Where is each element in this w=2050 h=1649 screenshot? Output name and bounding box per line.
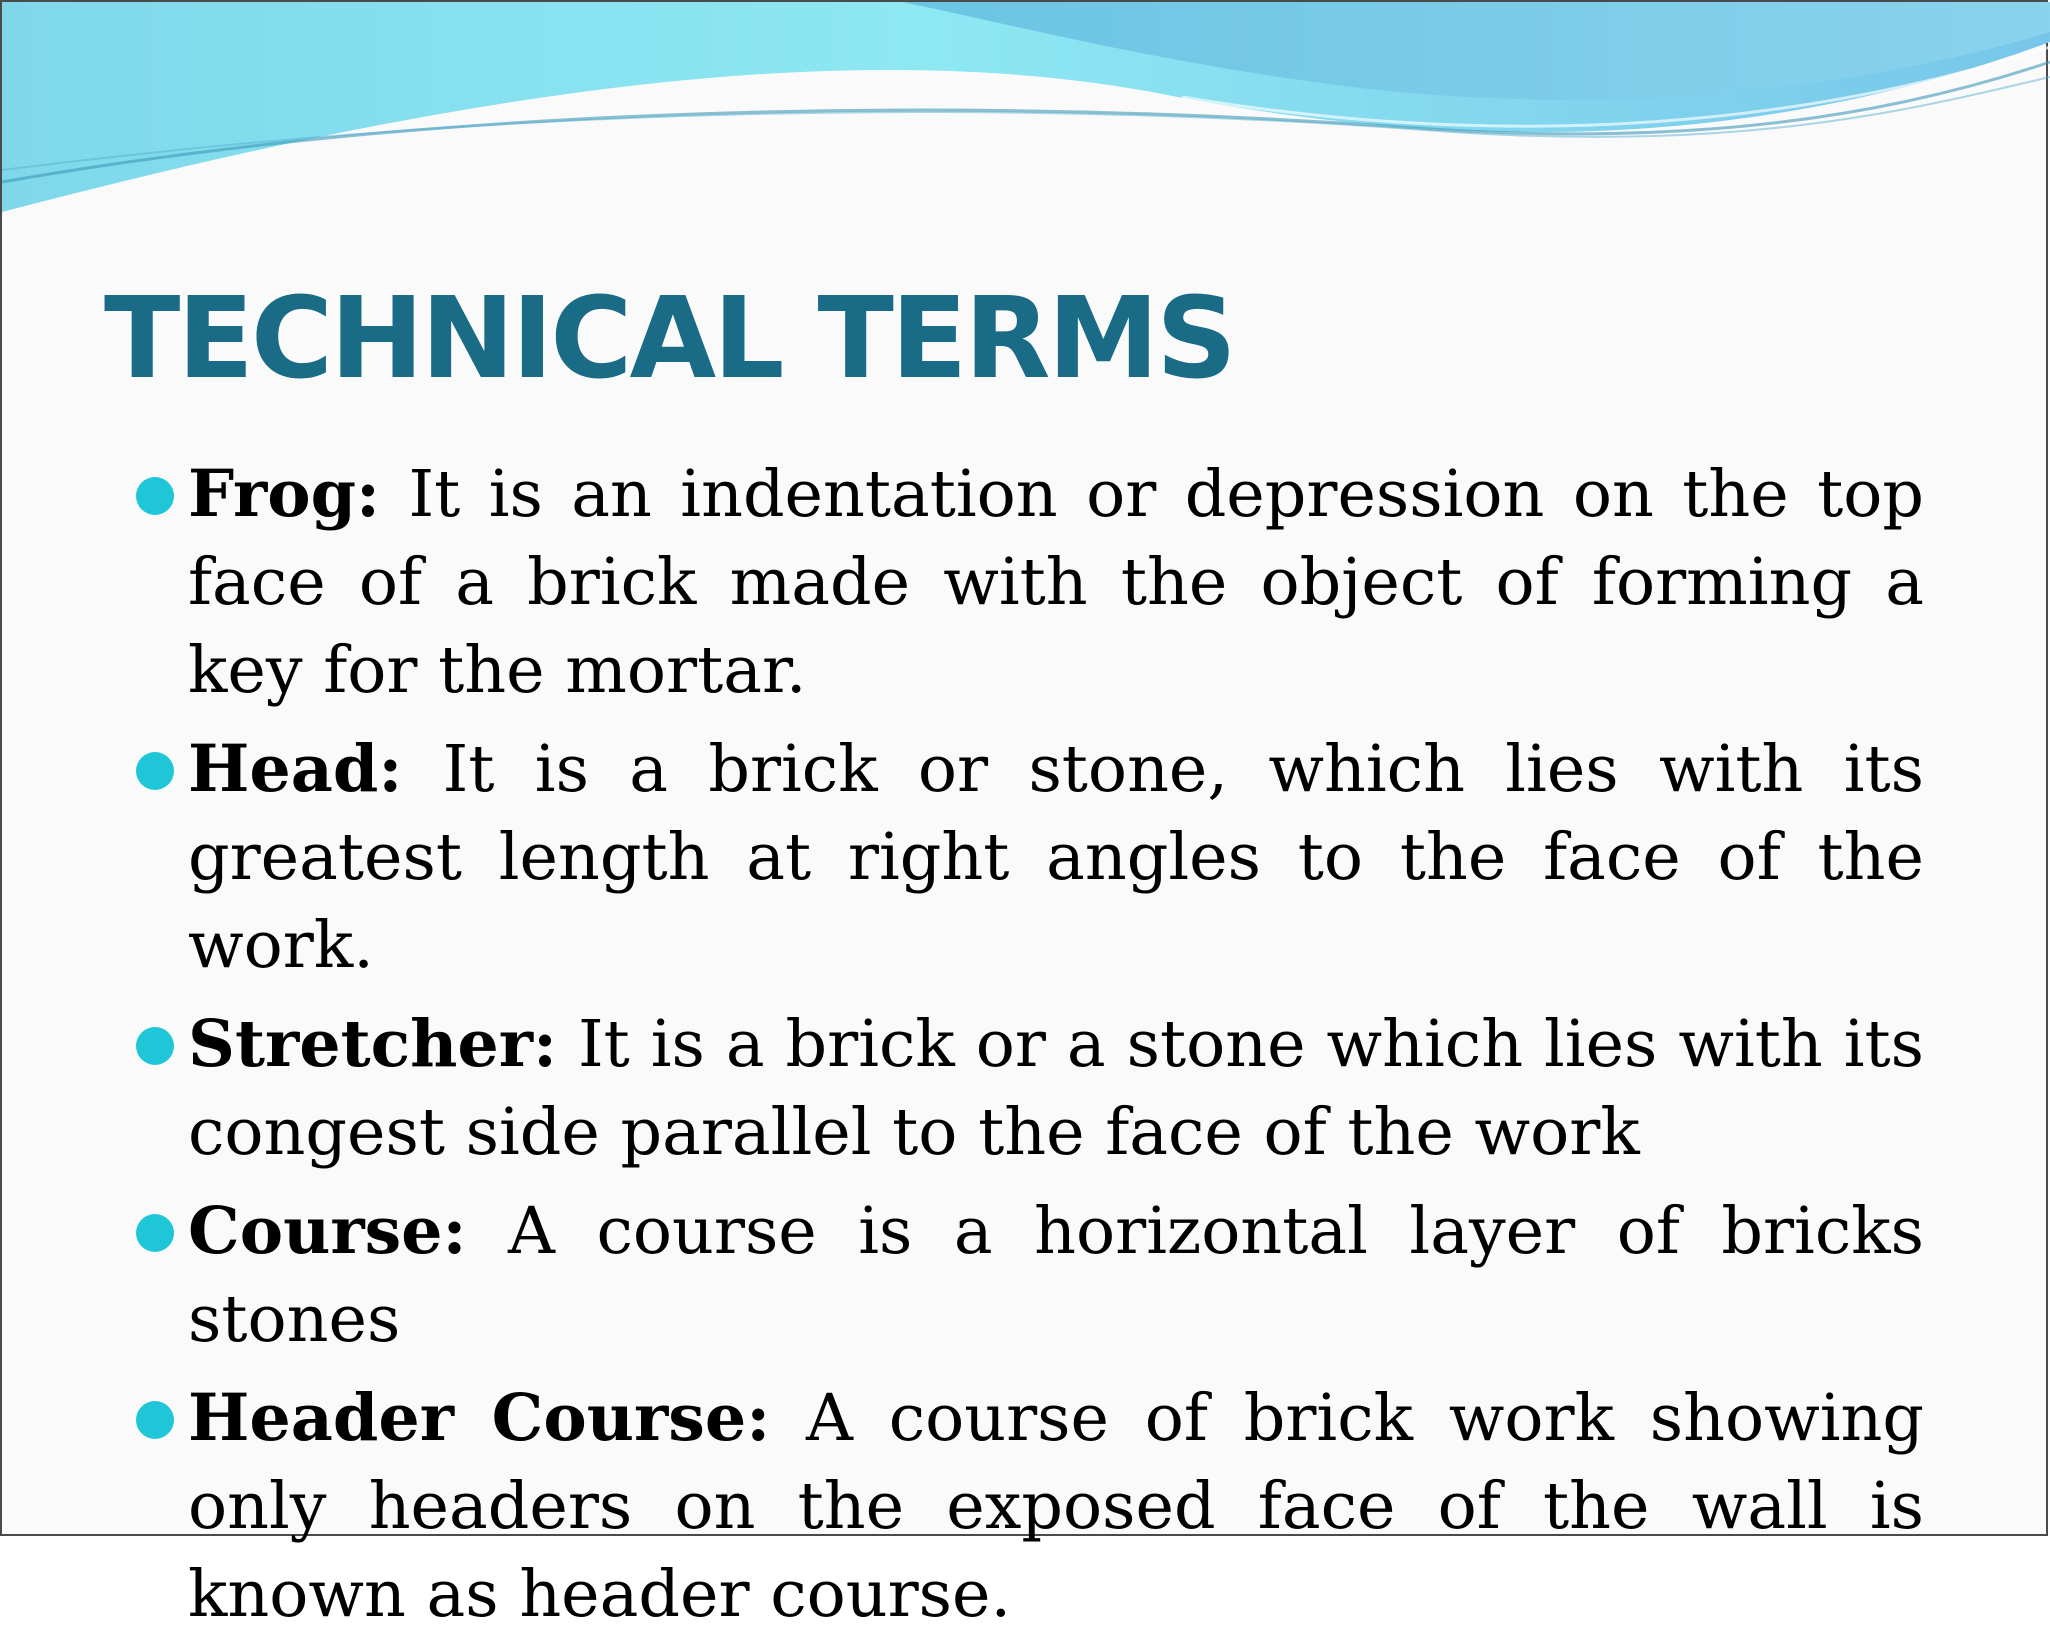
bullet-dot-icon xyxy=(136,1027,174,1065)
term-definition: It is a brick or stone, which lies with its greatest length at right angles to the face of the work. xyxy=(188,732,1924,983)
list-item-header-course xyxy=(188,1374,1924,1639)
term-name: Head: xyxy=(188,731,403,807)
bullet-dot-icon xyxy=(136,477,174,515)
list-item-frog xyxy=(188,450,1924,715)
bullet-dot-icon xyxy=(136,1214,174,1252)
term-name: Header Course: xyxy=(188,1380,771,1456)
terms-list xyxy=(2,450,2050,1649)
term-name: Stretcher: xyxy=(188,1006,558,1082)
term-definition: A course of brick work showing only headers on the exposed face of the wall is known as header course. xyxy=(188,1381,1925,1632)
term-name: Course: xyxy=(188,1193,467,1269)
term-definition: A course is a horizontal layer of bricks stones xyxy=(188,1194,1924,1357)
slide-title: TECHNICAL TERMS xyxy=(104,274,1234,404)
term-name: Frog: xyxy=(188,456,381,532)
list-item-head xyxy=(188,725,1924,990)
term-definition: It is an indentation or depression on the top face of a brick made with the object of forming a key for the mortar. xyxy=(188,457,1924,708)
term-definition: It is a brick or a stone which lies with its congest side parallel to the face of the work xyxy=(188,1007,1924,1170)
bullet-dot-icon xyxy=(136,752,174,790)
list-item-stretcher xyxy=(188,1000,1924,1177)
list-item-course xyxy=(188,1187,1924,1364)
wave-header-decoration xyxy=(2,2,2050,242)
bullet-dot-icon xyxy=(136,1401,174,1439)
